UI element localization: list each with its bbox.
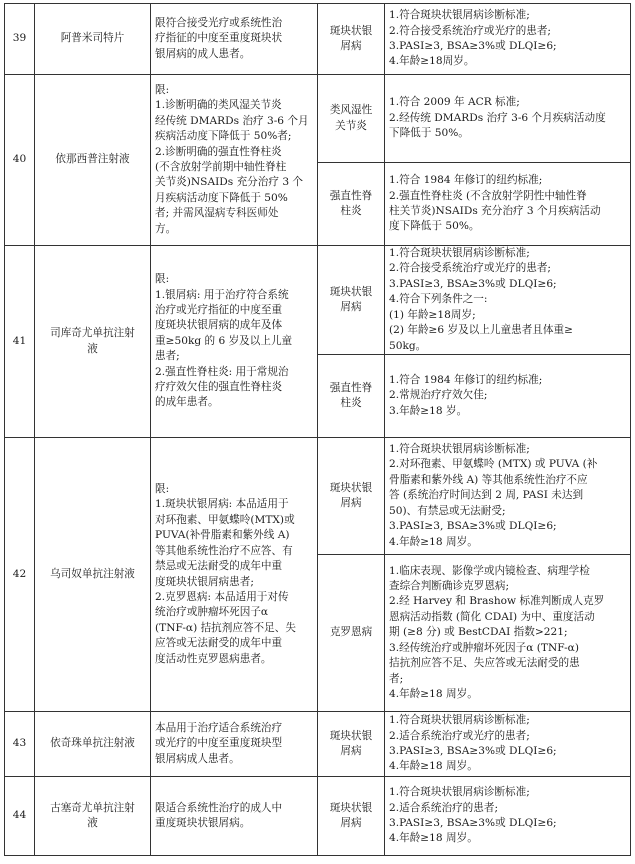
text-line: 禁忌或无法耐受的成年中重 (155, 560, 283, 573)
text-line: 3.经传统治疗或肿瘤坏死因子α (TNF-α) (389, 641, 579, 654)
text-line: 方。 (155, 222, 177, 235)
text-line: 1.临床表现、影像学或内镜检查、病理学检 (389, 564, 590, 577)
text-line: 经传统 DMARDs 治疗 3-6 个月 (155, 114, 309, 127)
text-line: 3.PASI≥3, BSA≥3%或 DLQI≥6; (389, 745, 557, 757)
table-row (5, 246, 631, 355)
indication (318, 246, 385, 355)
indication (318, 355, 385, 438)
table-row (5, 438, 631, 555)
text-line: 4.符合下列条件之一: (389, 293, 488, 306)
text-line: (TNF-α) 拮抗剂应答不足、失 (155, 621, 296, 634)
text-line: 本品用于治疗适合系统治疗 (155, 721, 283, 734)
payment-scope (151, 712, 318, 777)
text-line: 液 (87, 817, 98, 829)
indication (318, 4, 385, 75)
text-line: 限: (155, 83, 170, 96)
text-line: 1.符合斑块状银屑病诊断标准; (389, 247, 530, 260)
text-line: 2.适合系统治疗的患者; (389, 801, 499, 814)
payment-scope (151, 777, 318, 856)
text-line: 强直性脊 (329, 189, 373, 202)
text-line: 应答或无法耐受的成年中重 (155, 637, 283, 650)
row-number: 44 (5, 777, 35, 856)
text-line: 银屑病成人患者。 (155, 752, 240, 765)
text-line: 2.符合接受系统治疗或光疗的患者; (389, 24, 551, 37)
criteria (385, 438, 631, 555)
text-line: 骨脂素和紫外线 A) 等其他系统性治疗不应 (389, 473, 588, 486)
drug-name (35, 777, 151, 856)
text-line: 4.年龄≥18 周岁。 (389, 832, 478, 845)
text-line: 1.符合斑块状银屑病诊断标准; (389, 443, 530, 456)
text-line: 1.符合斑块状银屑病诊断标准; (389, 714, 530, 727)
text-line: 依那西普注射液 (55, 153, 130, 166)
text-line: 2.诊断明确的强直性脊柱炎 (155, 145, 282, 158)
payment-scope (151, 246, 318, 438)
text-line: 4.年龄≥18 周岁。 (389, 687, 478, 700)
text-line: 1.符合 2009 年 ACR 标准; (389, 96, 520, 109)
text-line: 4.年龄≥18 周岁。 (389, 760, 478, 773)
text-line: 2.适合系统治疗或光疗的患者; (389, 729, 530, 742)
payment-scope (151, 75, 318, 246)
drug-name (35, 75, 151, 246)
text-line: 者; (389, 672, 404, 685)
text-line: 银屑病的成人患者。 (155, 47, 251, 60)
row-number: 41 (5, 246, 35, 438)
text-line: 4.年龄≥18周岁。 (389, 55, 475, 68)
text-line: 2.符合接受系统治疗或光疗的患者; (389, 262, 551, 275)
text-line: 3.PASI≥3, BSA≥3%或 DLQI≥6; (389, 40, 557, 52)
text-line: 疗疗效欠佳的强直性脊柱炎 (155, 381, 283, 394)
text-line: 者; 并需风湿病专科医师处 (155, 207, 279, 220)
payment-scope (151, 4, 318, 75)
text-line: 统治疗或肿瘤坏死因子α (155, 606, 269, 619)
text-line: 1.符合 1984 年修订的纽约标准; (389, 373, 543, 386)
indication (318, 777, 385, 856)
text-line: 屑病 (340, 817, 362, 829)
text-line: 下降低于 50%。 (389, 127, 469, 140)
text-line: 度斑块状银屑病的成年及体 (155, 319, 283, 332)
text-line: 重度斑块状银屑病。 (155, 817, 251, 829)
drug-name (35, 246, 151, 438)
row-number: 39 (5, 4, 35, 75)
text-line: (不含放射学前期中轴性脊柱 (155, 161, 287, 173)
text-line: 50)、有禁忌或无法耐受; (389, 504, 506, 517)
text-line: 屑病 (340, 745, 362, 757)
text-line: 度下降低于 50%。 (389, 220, 480, 233)
drug-indication-table (4, 3, 631, 856)
text-line: 2.克罗恩病: 本品适用于对传 (155, 590, 289, 603)
text-line: 3.PASI≥3, BSA≥3%或 DLQI≥6; (389, 817, 557, 829)
text-line: 限: (155, 273, 170, 286)
text-line: 1.斑块状银屑病: 本品适用于 (155, 498, 289, 511)
text-line: (2) 年龄≥6 岁及以上儿童患者且体重≥ (389, 324, 573, 337)
text-line: 克罗恩病 (329, 626, 373, 639)
text-line: 依奇珠单抗注射液 (50, 737, 135, 750)
text-line: 50kg。 (389, 339, 427, 352)
text-line: 对环孢素、甲氨蝶呤(MTX)或 (155, 513, 295, 526)
criteria (385, 712, 631, 777)
text-line: 限适合系统性治疗的成人中 (155, 801, 283, 814)
text-line: 的成年患者。 (155, 396, 219, 409)
text-line: 3.年龄≥18 岁。 (389, 404, 468, 417)
indication (318, 555, 385, 712)
text-line: 液 (87, 342, 98, 355)
text-line: 2.对环孢素、甲氨蝶呤 (MTX) 或 PUVA (补 (389, 458, 598, 471)
text-line: 关节炎)NSAIDs 充分治疗 3 个 (155, 176, 304, 189)
text-line: 度活动性克罗恩病患者。 (155, 652, 272, 665)
text-line: 斑块状银 (329, 729, 373, 742)
text-line: 疗指征的中度至重度斑块状 (155, 32, 283, 45)
row-number: 43 (5, 712, 35, 777)
text-line: 答 (系统治疗时间达到 2 周, PASI 未达到 (389, 489, 584, 502)
text-line: 2.经传统 DMARDs 治疗 3-6 个月疾病活动度 (389, 111, 606, 124)
indication (318, 712, 385, 777)
text-line: 屑病 (340, 301, 362, 313)
text-line: 拮抗剂应答不足、失应答或无法耐受的患 (389, 657, 580, 670)
text-line: 屑病 (340, 497, 362, 509)
text-line: 疾病活动度下降低于 50%者; (155, 130, 292, 143)
criteria (385, 163, 631, 246)
text-line: 3.PASI≥3, BSA≥3%或 DLQI≥6; (389, 520, 557, 533)
text-line: 4.年龄≥18 周岁。 (389, 535, 478, 548)
text-line: 期 (≥8 分) 或 BestCDAI 指数>221; (389, 626, 568, 639)
text-line: 等其他系统性治疗不应答、有 (155, 544, 293, 557)
text-line: 月疾病活动度下降低于 50% (155, 191, 288, 204)
text-line: 重≥50kg 的 6 岁及以上儿童 (155, 334, 293, 347)
text-line: 1.符合斑块状银屑病诊断标准; (389, 9, 530, 22)
text-line: 限符合接受光疗或系统性治 (155, 16, 283, 29)
text-line: 1.银屑病: 用于治疗符合系统 (155, 288, 289, 301)
table-row (5, 4, 631, 75)
text-line: 斑块状银 (329, 801, 373, 814)
text-line: 柱炎 (340, 205, 362, 217)
text-line: 度斑块状银屑病患者; (155, 575, 254, 588)
text-line: 1.符合 1984 年修订的纽约标准; (389, 174, 543, 187)
text-line: 限: (155, 483, 170, 496)
drug-name (35, 712, 151, 777)
text-line: 柱关节炎)NSAIDs 充分治疗 3 个月疾病活动 (389, 205, 601, 217)
text-line: 关节炎 (335, 119, 367, 132)
text-line: PUVA(补骨脂素和紫外线 A) (155, 529, 290, 542)
payment-scope (151, 438, 318, 712)
text-line: 类风湿性 (329, 104, 373, 117)
text-line: 1.诊断明确的类风湿关节炎 (155, 99, 282, 112)
criteria (385, 777, 631, 856)
table-row (5, 777, 631, 856)
indication (318, 163, 385, 246)
text-line: 3.PASI≥3, BSA≥3%或 DLQI≥6; (389, 277, 557, 290)
text-line: 患者; (155, 350, 180, 363)
indication (318, 438, 385, 555)
text-line: 斑块状银 (329, 481, 373, 494)
text-line: (1) 年龄≥18周岁; (389, 308, 476, 321)
text-line: 2.强直性脊柱炎 (不含放射学阴性中轴性脊 (389, 189, 587, 202)
text-line: 恩病活动指数 (简化 CDAI) 为中、重度活动 (389, 610, 595, 623)
criteria (385, 75, 631, 163)
text-line: 阿普米司特片 (60, 32, 125, 45)
criteria (385, 4, 631, 75)
row-number: 40 (5, 75, 35, 246)
text-line: 乌司奴单抗注射液 (50, 567, 135, 580)
text-line: 司库奇尤单抗注射 (50, 327, 135, 340)
text-line: 屑病 (340, 40, 362, 52)
drug-name (35, 4, 151, 75)
text-line: 治疗或光疗指征的中度至重 (155, 303, 283, 316)
table-body (5, 4, 631, 856)
text-line: 古塞奇尤单抗注射 (50, 801, 135, 814)
text-line: 2.常规治疗疗效欠佳; (389, 389, 488, 402)
drug-name (35, 438, 151, 712)
text-line: 2.经 Harvey 和 Brashow 标准判断成人克罗 (389, 595, 605, 608)
text-line: 强直性脊 (329, 381, 373, 394)
text-line: 2.强直性脊柱炎: 用于常规治 (155, 365, 289, 378)
text-line: 斑块状银 (329, 24, 373, 37)
indication (318, 75, 385, 163)
row-number: 42 (5, 438, 35, 712)
criteria (385, 355, 631, 438)
text-line: 1.符合斑块状银屑病诊断标准; (389, 786, 530, 799)
table-row (5, 75, 631, 163)
text-line: 柱炎 (340, 397, 362, 409)
text-line: 查综合判断确诊克罗恩病; (389, 580, 510, 593)
text-line: 斑块状银 (329, 285, 373, 298)
criteria (385, 555, 631, 712)
criteria (385, 246, 631, 355)
table-row (5, 712, 631, 777)
text-line: 或光疗的中度至重度斑块型 (155, 737, 283, 750)
